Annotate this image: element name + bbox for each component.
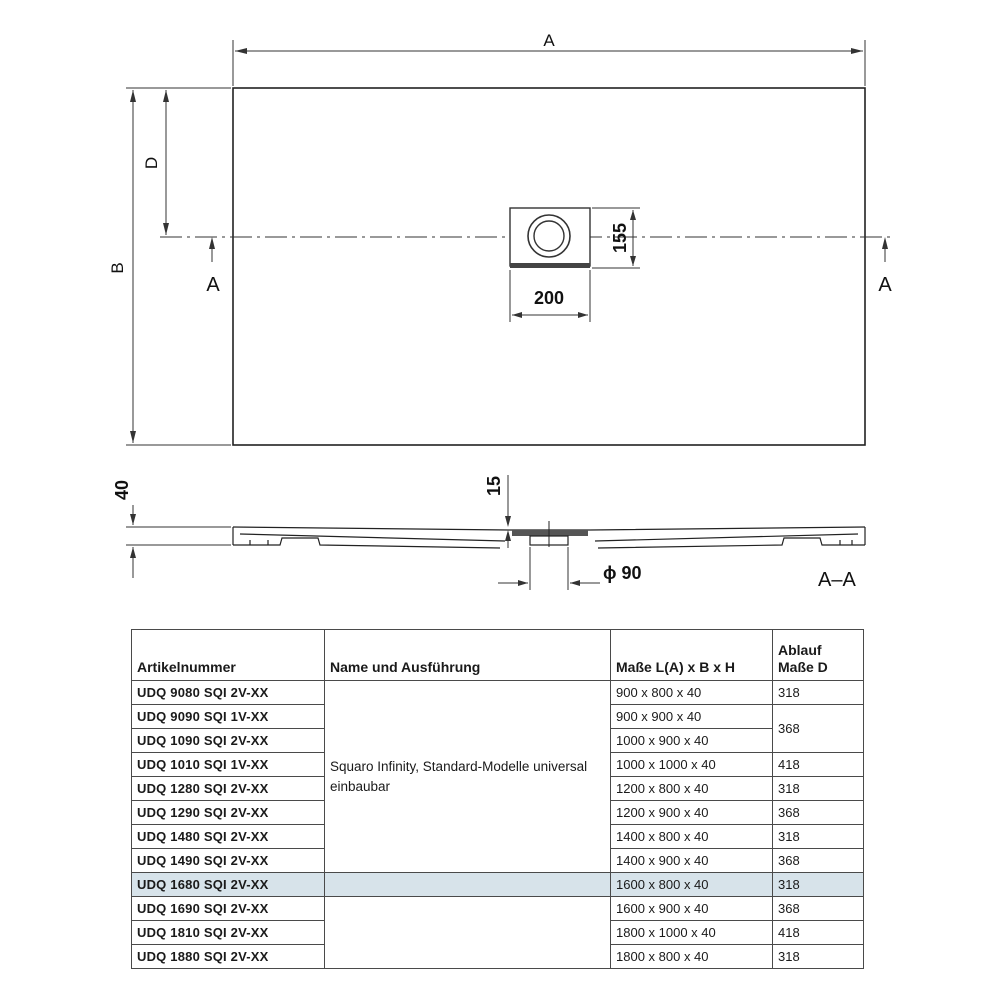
section-marker-right: [882, 237, 888, 262]
cell-description-empty: [325, 873, 611, 897]
header-drain-line2: Maße D: [778, 659, 828, 675]
cell-dims: 1000 x 1000 x 40: [611, 753, 773, 777]
dim-tray-height-label: 40: [112, 479, 132, 501]
cell-dims: 1400 x 800 x 40: [611, 825, 773, 849]
dim-grate-width-label: 200: [533, 288, 565, 308]
cell-drain: 418: [773, 921, 864, 945]
cell-article: UDQ 1690 SQI 2V-XX: [132, 897, 325, 921]
cell-article: UDQ 1280 SQI 2V-XX: [132, 777, 325, 801]
cell-article: UDQ 1010 SQI 1V-XX: [132, 753, 325, 777]
dim-slope: [505, 475, 511, 548]
cell-article: UDQ 1490 SQI 2V-XX: [132, 849, 325, 873]
dim-d-label: D: [142, 156, 161, 170]
cell-drain: 318: [773, 945, 864, 969]
cell-drain: 318: [773, 681, 864, 705]
cell-article: UDQ 1480 SQI 2V-XX: [132, 825, 325, 849]
dim-drain-diameter-label: ϕ 90: [603, 563, 642, 583]
cell-article: UDQ 9080 SQI 2V-XX: [132, 681, 325, 705]
cell-drain: 318: [773, 825, 864, 849]
cell-dims: 1800 x 1000 x 40: [611, 921, 773, 945]
section-marker-left-label: A: [206, 274, 220, 296]
cell-dims: 1600 x 800 x 40: [611, 873, 773, 897]
table-header-row: [132, 630, 864, 681]
dim-b-label: B: [108, 262, 127, 274]
cell-drain: 368: [773, 849, 864, 873]
cell-drain: 318: [773, 873, 864, 897]
table-row-highlighted: [132, 873, 864, 897]
dim-grate-height-label: 155: [610, 222, 630, 254]
cell-article: UDQ 1290 SQI 2V-XX: [132, 801, 325, 825]
dim-a-label: A: [543, 31, 555, 50]
cell-dims: 1800 x 800 x 40: [611, 945, 773, 969]
header-drain-line1: Ablauf: [778, 642, 822, 658]
dim-tray-height: [126, 505, 231, 578]
cell-description-empty: [325, 897, 611, 969]
header-name: Name und Ausführung: [325, 630, 611, 681]
section-marker-right-label: A: [878, 274, 892, 296]
header-drain: [773, 630, 864, 681]
drain-grate: [510, 208, 590, 268]
cell-dims: 900 x 900 x 40: [611, 705, 773, 729]
cell-drain: 368: [773, 897, 864, 921]
cell-description: Squaro Infinity, Standard-Modelle universal einbaubar: [325, 681, 611, 873]
section-marker-left: [209, 237, 215, 262]
cell-dims: 1200 x 800 x 40: [611, 777, 773, 801]
dim-b: [126, 88, 231, 445]
cell-article: UDQ 9090 SQI 1V-XX: [132, 705, 325, 729]
cell-dims: 1600 x 900 x 40: [611, 897, 773, 921]
cell-dims: 1400 x 900 x 40: [611, 849, 773, 873]
table-row: [132, 897, 864, 921]
cell-drain: 318: [773, 777, 864, 801]
dim-d: [163, 90, 169, 235]
cell-article: UDQ 1680 SQI 2V-XX: [132, 873, 325, 897]
table-row: [132, 681, 864, 705]
cell-drain: 368: [773, 801, 864, 825]
drain-section: [512, 521, 588, 547]
cell-article: UDQ 1810 SQI 2V-XX: [132, 921, 325, 945]
cell-article: UDQ 1880 SQI 2V-XX: [132, 945, 325, 969]
cell-drain: 418: [773, 753, 864, 777]
header-article: Artikelnummer: [132, 630, 325, 681]
dim-slope-label: 15: [484, 475, 504, 497]
cell-article: UDQ 1090 SQI 2V-XX: [132, 729, 325, 753]
spec-table: [131, 629, 864, 969]
cell-dims: 1200 x 900 x 40: [611, 801, 773, 825]
cell-dims: 900 x 800 x 40: [611, 681, 773, 705]
section-title: A–A: [818, 569, 856, 591]
header-dimensions: Maße L(A) x B x H: [611, 630, 773, 681]
dim-drain-diameter: [498, 547, 600, 590]
cell-drain: 368: [773, 705, 864, 753]
cell-dims: 1000 x 900 x 40: [611, 729, 773, 753]
